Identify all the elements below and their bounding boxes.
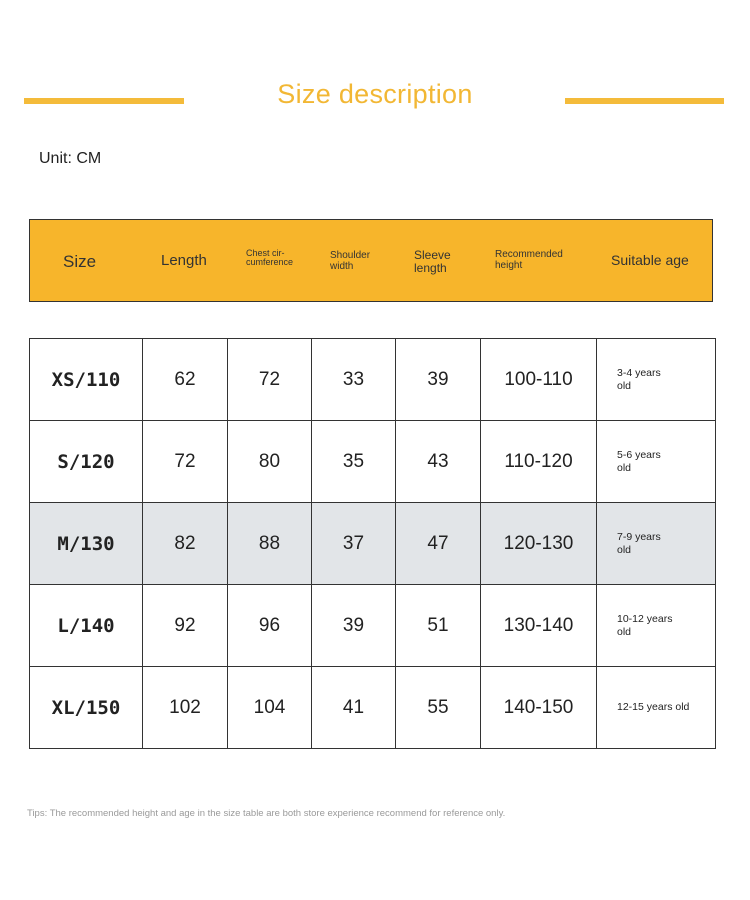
cell-length: 72 — [143, 421, 228, 503]
header-sleeve: Sleeve length — [414, 248, 451, 275]
cell-age — [597, 339, 716, 421]
cell-sleeve: 43 — [396, 421, 481, 503]
cell-size: XL/150 — [30, 667, 143, 749]
cell-length: 92 — [143, 585, 228, 667]
cell-size: M/130 — [30, 503, 143, 585]
cell-shoulder: 41 — [312, 667, 396, 749]
age-text: 10-12 years old — [617, 613, 673, 638]
cell-size: S/120 — [30, 421, 143, 503]
cell-sleeve: 51 — [396, 585, 481, 667]
cell-height: 120-130 — [481, 503, 597, 585]
cell-length: 82 — [143, 503, 228, 585]
cell-shoulder: 37 — [312, 503, 396, 585]
age-text: 7-9 years old — [617, 531, 661, 556]
header-size: Size — [63, 252, 97, 271]
cell-height: 100-110 — [481, 339, 597, 421]
size-table-header — [29, 219, 713, 302]
cell-size: L/140 — [30, 585, 143, 667]
table-row — [30, 339, 716, 421]
cell-sleeve: 39 — [396, 339, 481, 421]
cell-shoulder: 33 — [312, 339, 396, 421]
tips-note: Tips: The recommended height and age in the size table are both store experience recommend for reference only. — [27, 808, 506, 819]
page-title: Size description — [277, 79, 473, 109]
cell-size: XS/110 — [30, 339, 143, 421]
cell-age — [597, 585, 716, 667]
cell-age — [597, 667, 716, 749]
age-text: 5-6 years old — [617, 449, 661, 474]
cell-chest: 96 — [228, 585, 312, 667]
table-row-highlighted — [30, 503, 716, 585]
cell-shoulder: 35 — [312, 421, 396, 503]
header-length: Length — [161, 252, 207, 269]
cell-shoulder: 39 — [312, 585, 396, 667]
table-row — [30, 667, 716, 749]
age-text: 12-15 years old — [617, 701, 690, 714]
cell-chest: 72 — [228, 339, 312, 421]
cell-age — [597, 503, 716, 585]
cell-sleeve: 47 — [396, 503, 481, 585]
size-table — [29, 338, 716, 749]
table-row — [30, 421, 716, 503]
unit-label: Unit: CM — [39, 150, 102, 167]
cell-sleeve: 55 — [396, 667, 481, 749]
header-suitable-age: Suitable age — [611, 252, 689, 268]
cell-height: 140-150 — [481, 667, 597, 749]
cell-length: 102 — [143, 667, 228, 749]
header-recommended-height: Recommended height — [495, 249, 563, 271]
cell-height: 130-140 — [481, 585, 597, 667]
cell-height: 110-120 — [481, 421, 597, 503]
cell-chest: 80 — [228, 421, 312, 503]
header-chest: Chest cir-cumference — [246, 248, 294, 268]
table-row — [30, 585, 716, 667]
cell-chest: 88 — [228, 503, 312, 585]
age-text: 3-4 years old — [617, 367, 661, 392]
cell-length: 62 — [143, 339, 228, 421]
cell-chest: 104 — [228, 667, 312, 749]
header-shoulder: Shoulder width — [330, 250, 371, 272]
cell-age — [597, 421, 716, 503]
title-divider-right — [565, 98, 724, 104]
